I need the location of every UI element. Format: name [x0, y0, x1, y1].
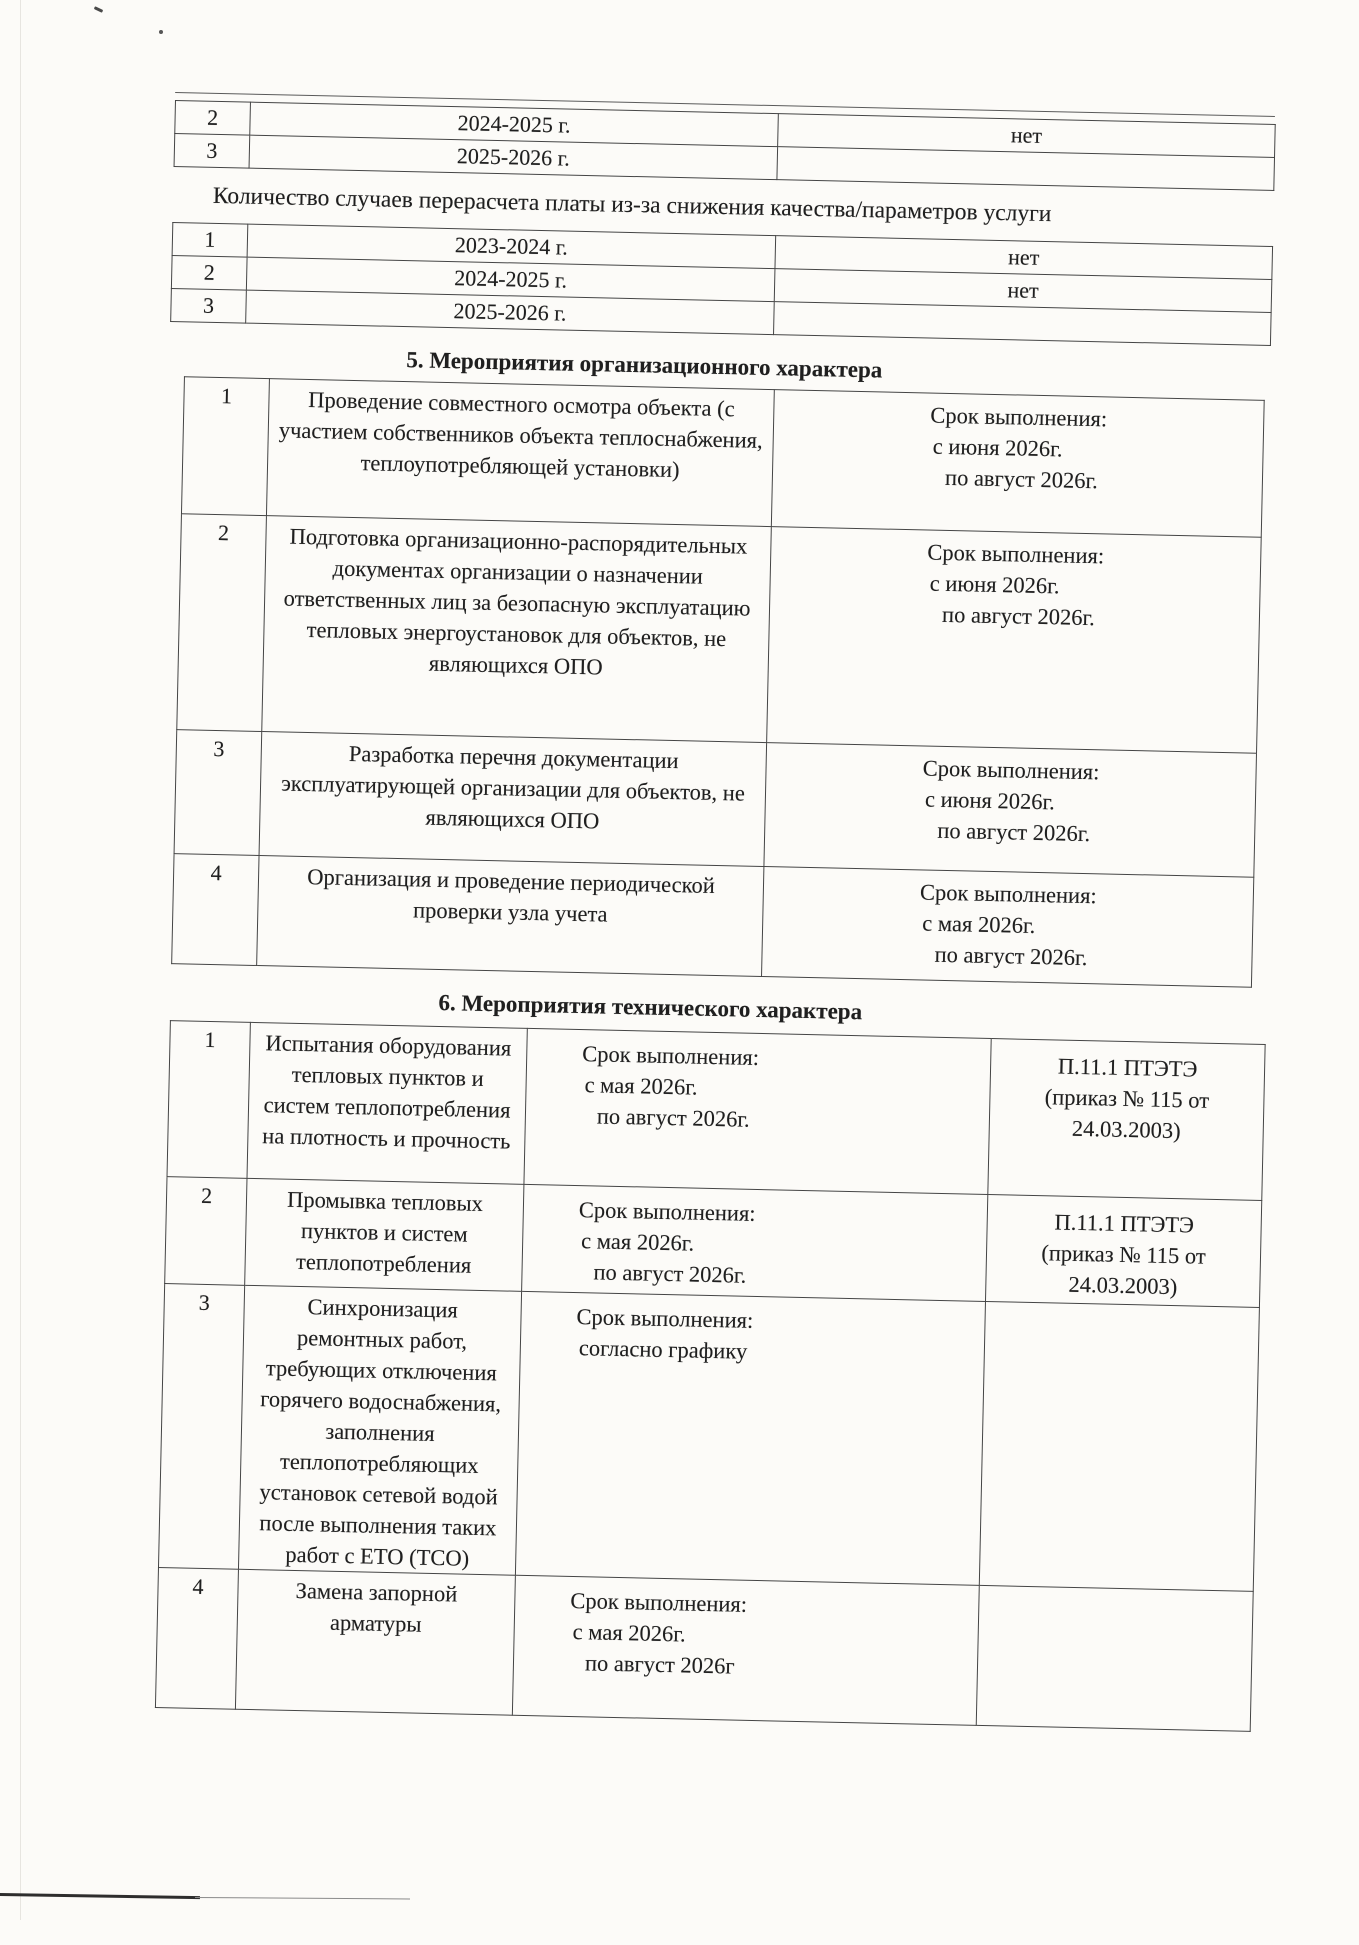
row-number-cell: 2: [177, 514, 267, 732]
period-cell: 2025-2026 г.: [246, 290, 775, 335]
recalc-table: [170, 222, 1273, 346]
value-cell: нет: [775, 236, 1273, 280]
period-cell: 2024-2025 г.: [246, 257, 775, 302]
section5-heading: 5. Мероприятия организационного характера: [406, 347, 883, 383]
term-line: Срок выполнения:: [927, 539, 1105, 569]
term-line: Срок выполнения:: [930, 402, 1108, 432]
table-row: [174, 730, 1256, 878]
term-line: по август 2026г.: [944, 464, 1099, 494]
activity-cell: Организация и проведение периодической проверки узла учета: [257, 856, 764, 977]
term-line: Срок выполнения:: [578, 1197, 756, 1226]
activity-cell: Испытания оборудования тепловых пунктов и систем теплопотребления на плотность и прочность: [247, 1022, 527, 1184]
term-line: по август 2026г.: [593, 1259, 747, 1288]
term-cell: [515, 1291, 985, 1585]
term-line: Срок выполнения:: [919, 879, 1098, 909]
activity-cell: Синхронизация ремонтных работ, требующих отключения горячего водоснабжения, заполнения теплопотребляющих установок сетевой водой после выполнения таких работ с ЕТО (ТСО): [238, 1285, 521, 1575]
basis-line: (приказ № 115 от: [1044, 1084, 1210, 1113]
table-row: [155, 1567, 1253, 1731]
term-cell: [771, 390, 1264, 538]
period-cell: 2024-2025 г.: [250, 102, 779, 147]
row-number-cell: 3: [171, 288, 247, 323]
quality-values-table: [174, 100, 1276, 191]
period-cell: 2025-2026 г.: [249, 135, 778, 180]
row-number-cell: 2: [171, 255, 247, 290]
section6-heading: 6. Мероприятия технического характера: [438, 989, 863, 1025]
period-cell: 2023-2024 г.: [247, 224, 776, 269]
table-row: [167, 1021, 1265, 1201]
term-line: Срок выполнения:: [582, 1041, 760, 1070]
term-cell: [522, 1184, 988, 1301]
term-cell: [762, 867, 1254, 988]
basis-line: 24.03.2003): [1071, 1115, 1181, 1144]
basis-line: (приказ № 115 от: [1041, 1240, 1206, 1269]
activity-cell: Промывка тепловых пунктов и систем теплопотребления: [245, 1178, 524, 1291]
term-cell: [512, 1575, 979, 1725]
row-number-cell: 4: [155, 1567, 238, 1709]
table-row: [181, 377, 1264, 538]
activity-cell: Разработка перечня документации эксплуатирующей организации для объектов, не являющихся ОПО: [259, 732, 767, 867]
basis-line: П.11.1 ПТЭТЭ: [1054, 1209, 1195, 1238]
term-cell: [764, 743, 1257, 878]
basis-cell: [979, 1301, 1259, 1591]
term-line: Срок выполнения:: [576, 1304, 754, 1333]
row-number-cell: 1: [167, 1021, 250, 1179]
basis-line: П.11.1 ПТЭТЭ: [1057, 1053, 1198, 1082]
row-number-cell: 1: [181, 377, 269, 516]
term-cell: [767, 527, 1262, 754]
basis-cell: [985, 1194, 1261, 1307]
table-row: [172, 854, 1254, 988]
row-number-cell: 4: [172, 854, 259, 966]
term-line: по август 2026г: [584, 1650, 735, 1679]
page-edge-shadow: [20, 0, 21, 1920]
table-row: [158, 1284, 1259, 1592]
term-line: Срок выполнения:: [922, 755, 1100, 785]
row-number-cell: 3: [174, 730, 262, 856]
scan-speck: [159, 30, 163, 34]
term-line: с мая 2026г.: [580, 1228, 695, 1256]
basis-cell: [976, 1585, 1253, 1731]
term-line: с июня 2026г.: [924, 786, 1056, 815]
term-line: по август 2026г.: [934, 941, 1088, 971]
org-measures-table: [171, 376, 1265, 987]
activity-cell: Проведение совместного осмотра объекта (с участием собственников объекта теплоснабжения, теплоупотребляющей установки): [266, 379, 774, 527]
term-line: с мая 2026г.: [922, 910, 1036, 938]
row-number-cell: 2: [175, 101, 251, 136]
value-cell: нет: [774, 269, 1272, 313]
row-number-cell: 3: [158, 1284, 244, 1570]
term-line: по август 2026г.: [941, 601, 1096, 631]
term-line: с мая 2026г.: [572, 1619, 686, 1647]
row-number-cell: 2: [165, 1177, 247, 1286]
value-cell: нет: [778, 114, 1276, 158]
term-line: Срок выполнения:: [570, 1587, 748, 1617]
term-line: с мая 2026г.: [584, 1072, 698, 1100]
row-number-cell: 3: [174, 134, 250, 169]
term-line: по август 2026г.: [937, 817, 1091, 847]
table-row: [177, 514, 1261, 754]
term-cell: [524, 1028, 991, 1194]
term-line: по август 2026г.: [596, 1103, 750, 1132]
term-line: с июня 2026г.: [929, 570, 1060, 599]
basis-cell: [988, 1039, 1265, 1201]
recalc-heading: Количество случаев перерасчета платы из-за снижения качества/параметров услуги: [212, 182, 1052, 228]
row-number-cell: 1: [172, 222, 248, 257]
activity-cell: Замена запорной арматуры: [235, 1569, 515, 1715]
term-line: с июня 2026г.: [932, 433, 1063, 462]
tech-measures-table: [155, 1020, 1266, 1732]
activity-cell: Подготовка организационно-распорядительных документах организации о назначении ответственных лиц за безопасную эксплуатацию тепловых энергоустановок для объектов, не являющихся ОПО: [262, 516, 772, 743]
term-line: согласно графику: [578, 1335, 748, 1364]
basis-line: 24.03.2003): [1068, 1271, 1178, 1300]
